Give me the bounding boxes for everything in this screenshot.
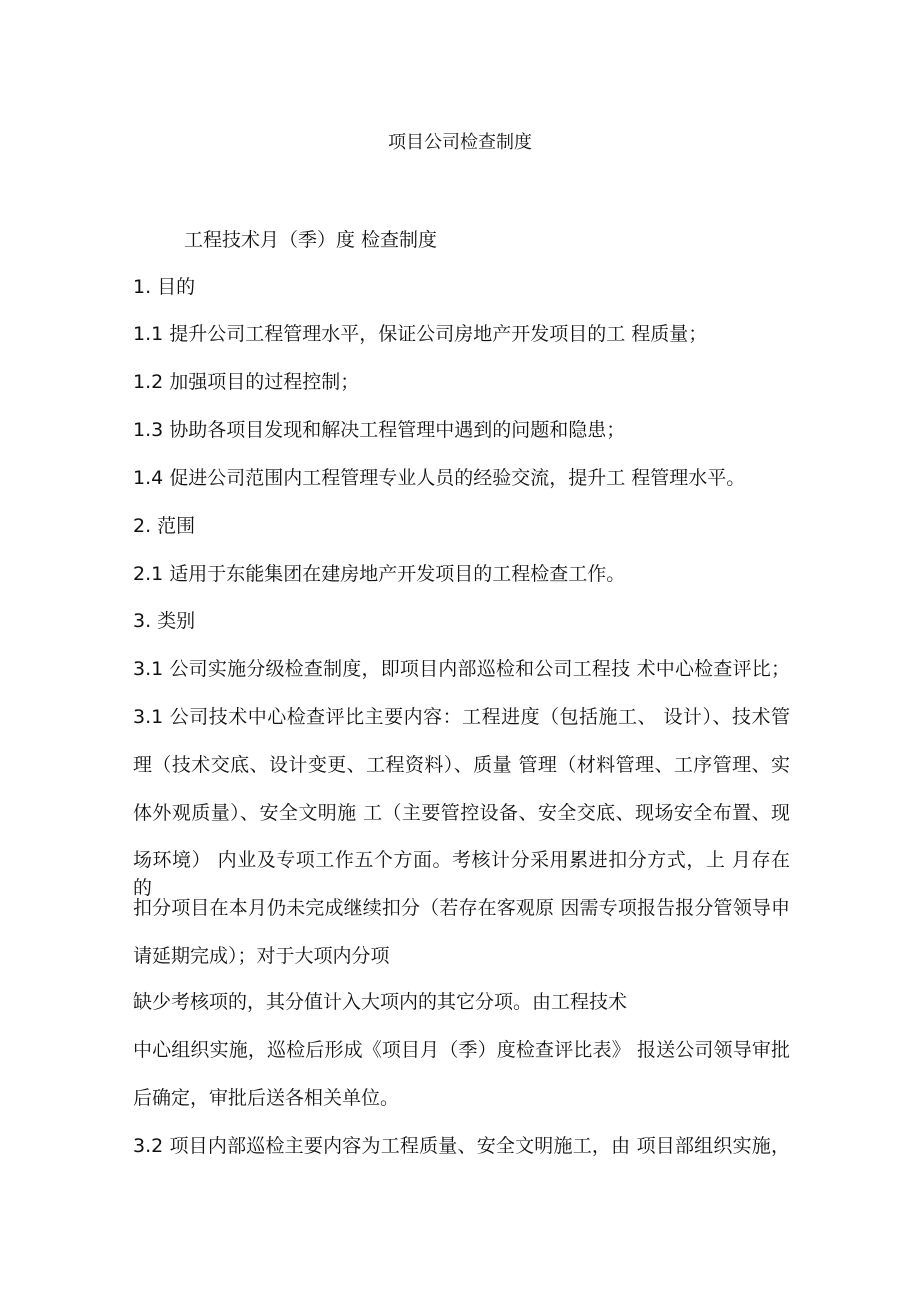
section-heading-purpose: 1. 目的 [133,276,196,298]
paragraph-line: 1.3 协助各项目发现和解决工程管理中遇到的问题和隐患； [133,419,626,441]
paragraph-line: 3.1 公司技术中心检查评比主要内容：工程进度（包括施工、 设计）、技术管 [133,706,790,728]
paragraph-line: 缺少考核项的，其分值计入大项内的其它分项。由工程技术 [133,991,628,1013]
paragraph-line: 3.2 项目内部巡检主要内容为工程质量、安全文明施工，由 项目部组织实施， [133,1135,790,1157]
paragraph-line: 体外观质量）、安全文明施 工（主要管控设备、安全交底、现场安全布置、现 [133,802,790,824]
section-heading-category: 3. 类别 [133,610,196,632]
document-subtitle: 工程技术月（季）度 检查制度 [184,229,438,251]
paragraph-line: 场环境） 内业及专项工作五个方面。考核计分采用累进扣分方式，上 月存在的 [133,849,790,899]
paragraph-line: 后确定，审批后送各相关单位。 [133,1087,400,1109]
paragraph-line: 1.4 促进公司范围内工程管理专业人员的经验交流，提升工 程管理水平。 [133,467,746,489]
paragraph-line: 请延期完成）；对于大项内分项 [133,945,390,967]
section-heading-scope: 2. 范围 [133,515,196,537]
paragraph-line: 3.1 公司实施分级检查制度，即项目内部巡检和公司工程技 术中心检查评比； [133,658,790,680]
paragraph-line: 1.2 加强项目的过程控制； [133,371,360,393]
paragraph-line: 1.1 提升公司工程管理水平，保证公司房地产开发项目的工 程质量； [133,323,708,345]
paragraph-line: 2.1 适用于东能集团在建房地产开发项目的工程检查工作。 [133,563,626,585]
paragraph-line: 中心组织实施，巡检后形成《项目月（季）度检查评比表》 报送公司领导审批 [133,1039,790,1061]
paragraph-line: 扣分项目在本月仍未完成继续扣分（若存在客观原 因需专项报告报分管领导申 [133,897,790,919]
document-title: 项目公司检查制度 [388,132,532,153]
paragraph-line: 理（技术交底、设计变更、工程资料）、质量 管理（材料管理、工序管理、实 [133,754,790,776]
